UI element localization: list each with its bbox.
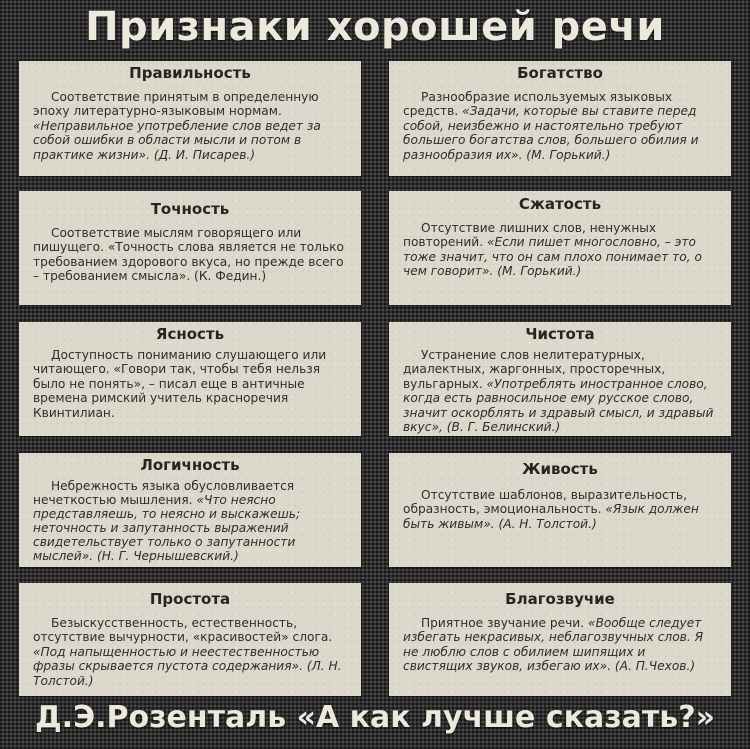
card-text bbox=[33, 616, 347, 688]
card-blagozvuchie bbox=[389, 583, 731, 696]
card-logichnost bbox=[19, 453, 361, 567]
card-author: . (М. Горький.) bbox=[489, 264, 582, 279]
card-text bbox=[33, 479, 347, 563]
card-heading: Чистота bbox=[525, 325, 595, 343]
card-text bbox=[33, 90, 347, 162]
card-quote: «Язык должен быть живым» bbox=[403, 502, 699, 531]
card-szhatost bbox=[389, 191, 731, 305]
card-zhivost bbox=[389, 453, 731, 567]
card-heading: Благозвучие bbox=[505, 590, 615, 608]
card-heading: Ясность bbox=[155, 325, 225, 343]
card-heading: Богатство bbox=[517, 64, 603, 82]
page-title: Признаки хорошей речи bbox=[85, 4, 665, 50]
card-definition: Безыскусственность, естественность, отсутствие вычурности, «красивостей» слога. bbox=[33, 616, 333, 645]
card-definition: Отсутствие лишних слов, ненужных повторений. bbox=[403, 221, 657, 250]
card-definition: Доступность пониманию слушающего или читающего. «Говори так, чтобы тебя нельзя было не понять», – писал еще в античные времена римский учитель красноречия Квинтилиан. bbox=[33, 348, 327, 420]
card-definition: Разнообразие используемых языковых средств. bbox=[403, 90, 673, 119]
card-quote: «Задачи, которые вы ставите перед собой, неизбежно и настоятельно требуют большего богатства слов, большего обилия и разнообразия их» bbox=[403, 104, 699, 162]
card-definition: Устранение слов нелитературных, диалектных, жаргонных, просторечных, вульгарных. bbox=[403, 348, 666, 391]
card-chistota bbox=[389, 322, 731, 436]
card-text bbox=[33, 226, 347, 284]
card-heading: Живость bbox=[522, 460, 598, 478]
card-text bbox=[403, 90, 717, 162]
card-definition: Отсутствие шаблонов, выразительность, образность, эмоциональность. bbox=[403, 488, 687, 517]
card-text bbox=[403, 221, 717, 279]
card-author: . (Н. Г. Чернышевский.) bbox=[89, 549, 239, 563]
card-heading: Сжатость bbox=[518, 195, 602, 213]
card-heading: Логичность bbox=[140, 456, 240, 474]
card-heading: Правильность bbox=[129, 64, 251, 82]
card-quote: «Под напыщенностью и неестественностью фразы скрывается пустота содержания» bbox=[33, 644, 320, 674]
card-tochnost bbox=[19, 191, 361, 305]
card-definition: Приятное звучание речи. bbox=[421, 616, 588, 630]
card-quote: «Что неясно представляешь, то неясно и выскажешь; неточность и запутанность выражений свидетельствует только о запутанности мыслей» bbox=[33, 493, 301, 563]
card-author: . (Д. И. Писарев.) bbox=[146, 147, 256, 162]
card-yasnost bbox=[19, 322, 361, 436]
card-definition: Соответствие принятым в определенную эпоху литературно-языковым нормам. bbox=[33, 90, 319, 119]
card-definition: Небрежность языка обусловливается нечеткостью мышления. bbox=[33, 479, 295, 507]
card-bogatstvo bbox=[389, 61, 731, 176]
card-heading: Простота bbox=[149, 590, 231, 608]
card-text bbox=[403, 348, 717, 434]
card-text bbox=[33, 348, 347, 420]
card-quote: «Неправильное употребление слов ведет за собой ошибки в области мысли и потом в практике жизни» bbox=[33, 118, 321, 162]
card-author: . (Л. Н. Толстой.) bbox=[33, 659, 342, 688]
card-author: . (А. П.Чехов.) bbox=[607, 659, 696, 674]
card-quote: «Вообще следует избегать некрасивых, неблагозвучных слов. Я не люблю слов с обилием шипящих и свистящих звуков, избегаю их» bbox=[403, 616, 704, 674]
source-citation: Д.Э.Розенталь «А как лучше сказать?» bbox=[34, 700, 716, 735]
card-quote: «Употреблять иностранное слово, когда есть равносильное ему русское слово, значит оскорблять и здравый смысл, и здравый вкус» bbox=[403, 376, 714, 435]
card-text bbox=[403, 616, 717, 674]
card-quote: «Если пишет многословно, – это тоже значит, что он сам плохо понимает то, о чем говорит» bbox=[403, 235, 702, 279]
card-author: . (М. Горький.) bbox=[518, 147, 611, 162]
card-text bbox=[403, 488, 717, 531]
card-heading: Точность bbox=[150, 200, 230, 218]
card-author: . (А. Н. Толстой.) bbox=[490, 516, 597, 531]
card-prostota bbox=[19, 583, 361, 696]
card-author: , (В. Г. Белинский.) bbox=[438, 420, 561, 435]
card-pravilnost bbox=[19, 61, 361, 176]
card-definition: Соответствие мыслям говорящего или пишущего. «Точность слова является не только требованием здорового вкуса, но прежде всего – требованием смысла». (К. Федин.) bbox=[33, 226, 344, 284]
